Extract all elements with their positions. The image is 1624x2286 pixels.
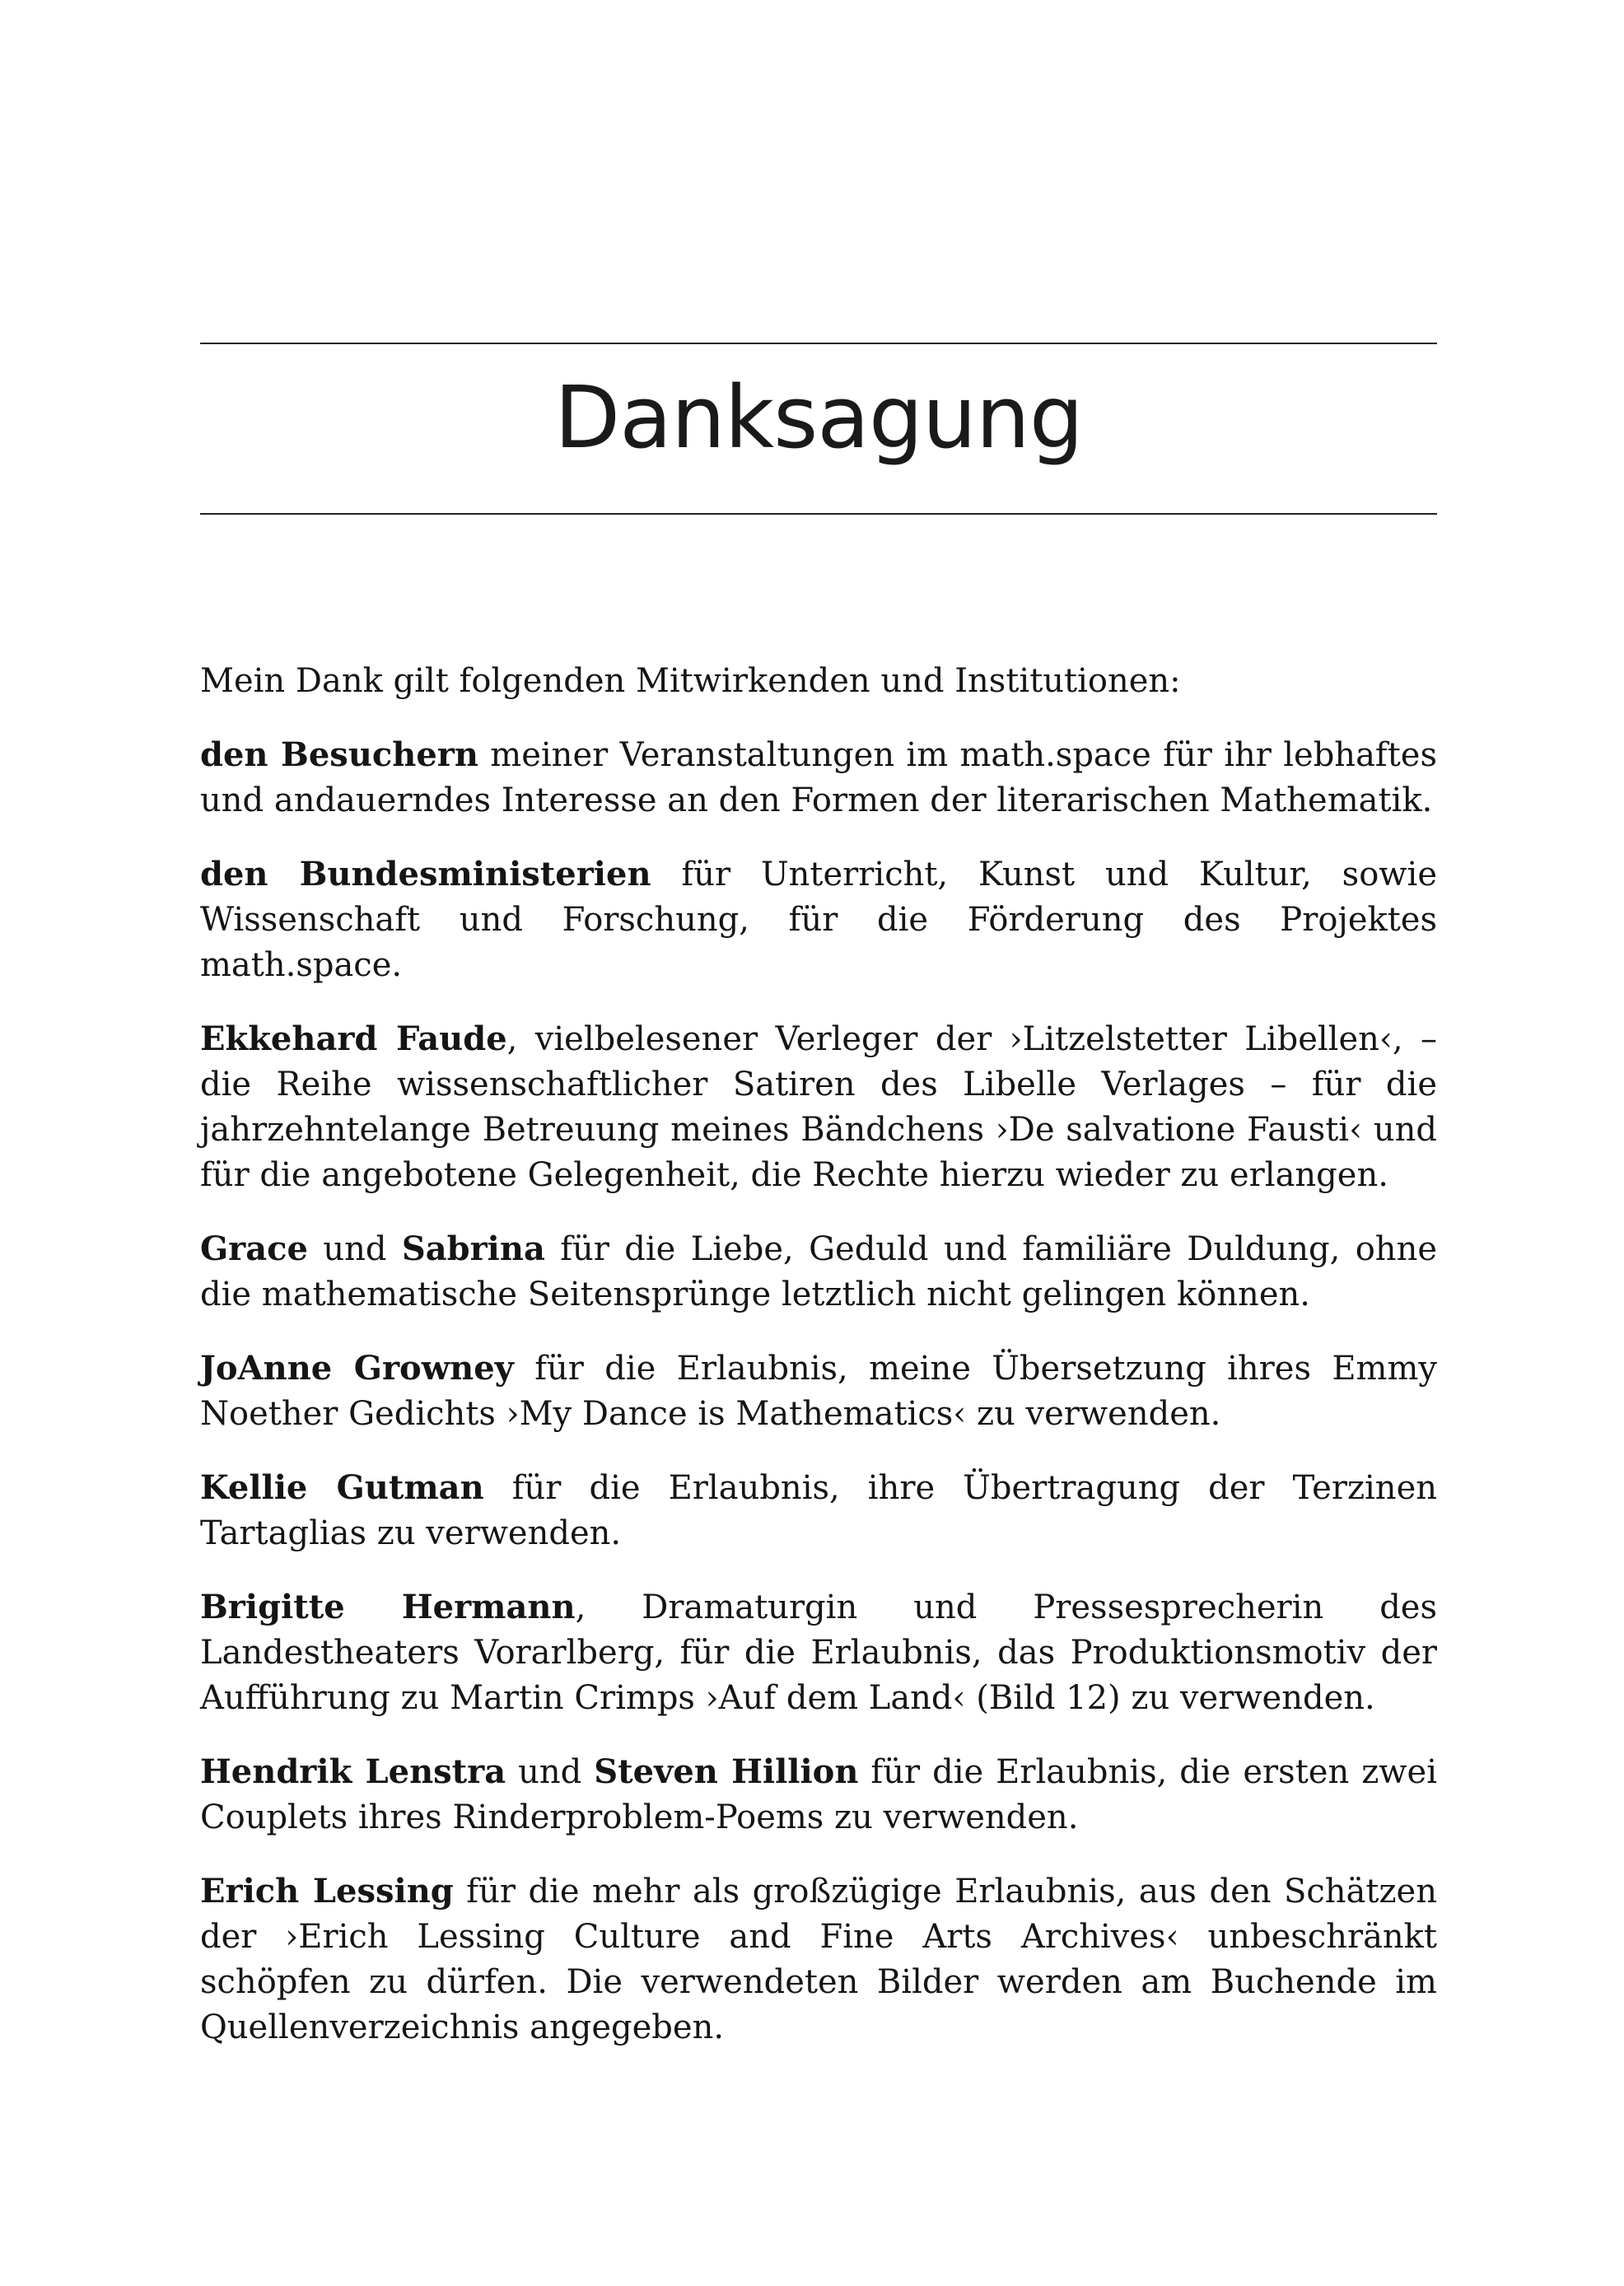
- entry-gutman: [200, 1465, 1437, 1556]
- entry-grace-sabrina: [200, 1226, 1437, 1318]
- entry-name: den Besuchern: [200, 735, 478, 774]
- entry-text: , Dramaturgin und Pressesprecherin des Landestheaters Vorarlberg, für die Erlaubnis, das Produktionsmotiv der Aufführung zu Martin Crimps ›Auf dem Land‹ (Bild 12) zu verwenden.: [200, 1589, 1438, 1717]
- entry-text: für die Liebe, Geduld und familiäre Duldung, ohne die mathematische Seitensprünge letztlich nicht gelingen können.: [200, 1230, 1438, 1313]
- entry-name: Hendrik Lenstra: [200, 1752, 506, 1791]
- title-rule-bottom: [200, 513, 1437, 515]
- entry-hermann: [200, 1584, 1437, 1721]
- entry-connector: und: [307, 1230, 402, 1268]
- entry-name: JoAnne Growney: [200, 1349, 514, 1388]
- title-rule-top: [200, 343, 1437, 344]
- entry-lenstra-hillion: [200, 1749, 1437, 1840]
- entry-name-second: Steven Hillion: [594, 1752, 859, 1791]
- entry-name: den Bundesministerien: [200, 855, 651, 893]
- entry-text: für die Erlaubnis, ihre Übertragung der Terzinen Tartaglias zu verwenden.: [200, 1469, 1438, 1552]
- entry-faude: [200, 1016, 1437, 1198]
- entry-text: für die Erlaubnis, meine Übersetzung ihres Emmy Noether Gedichts ›My Dance is Mathematics‹ zu verwenden.: [200, 1350, 1437, 1433]
- entry-name-second: Sabrina: [401, 1229, 545, 1268]
- entry-name: Ekkehard Faude: [200, 1019, 507, 1058]
- entry-connector: und: [506, 1753, 595, 1791]
- acknowledgements-body: [200, 659, 1437, 2078]
- entry-besucher: [200, 732, 1437, 823]
- intro-text: Mein Dank gilt folgenden Mitwirkenden und Institutionen:: [200, 662, 1181, 700]
- entry-text: , vielbelesener Verleger der ›Litzelstetter Libellen‹, – die Reihe wissenschaftlicher Satiren des Libelle Verlages – für die jahrzehntelange Betreuung meines Bändchens ›De salvatione Fausti‹ und für die angebotene Gelegenheit, die Rechte hierzu wieder zu erlangen.: [200, 1020, 1438, 1194]
- entry-name: Grace: [200, 1229, 308, 1268]
- entry-text: für die Erlaubnis, die ersten zwei Couplets ihres Rinderproblem-Poems zu verwenden.: [200, 1753, 1437, 1836]
- entry-bundesministerien: [200, 851, 1437, 988]
- entry-text: meiner Veranstaltungen im math.space für ihr lebhaftes und andauerndes Interesse an den Formen der literarischen Mathematik.: [200, 736, 1437, 819]
- entry-name: Brigitte Hermann: [200, 1588, 576, 1626]
- page-title: Danksagung: [554, 367, 1083, 468]
- entry-lessing: [200, 1868, 1437, 2050]
- entry-name: Kellie Gutman: [200, 1468, 484, 1507]
- entry-text: für Unterricht, Kunst und Kultur, sowie Wissenschaft und Forschung, für die Förderung des Projektes math.space.: [200, 856, 1437, 984]
- entry-text: für die mehr als großzügige Erlaubnis, aus den Schätzen der ›Erich Lessing Culture and Fine Arts Archives‹ unbeschränkt schöpfen zu dürfen. Die verwendeten Bilder werden am Buchende im Quellenverzeichnis angegeben.: [200, 1873, 1437, 2046]
- entry-growney: [200, 1346, 1437, 1437]
- entry-name: Erich Lessing: [200, 1872, 454, 1910]
